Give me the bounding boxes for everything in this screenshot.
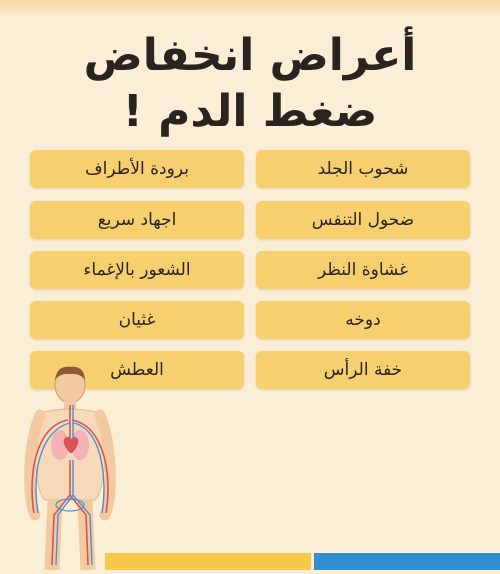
symptom-card: غثيان (30, 301, 244, 339)
symptom-card: ضحول التنفس (256, 201, 470, 239)
bottom-yellow-block (105, 553, 311, 570)
symptom-card: الشعور بالإغماء (30, 251, 244, 289)
top-banner-strip (0, 0, 500, 18)
symptom-card: شحوب الجلد (256, 150, 470, 188)
symptom-card: اجهاد سريع (30, 201, 244, 239)
infographic-title (0, 28, 500, 140)
symptom-card: غشاوة النظر (256, 251, 470, 289)
bottom-blue-block (314, 553, 500, 570)
symptom-card: العطش (30, 351, 244, 389)
symptom-card: خفة الرأس (256, 351, 470, 389)
symptom-card: برودة الأطراف (30, 150, 244, 188)
symptom-card: دوخه (256, 301, 470, 339)
title-line-1: أعراض انخفاض (83, 30, 417, 81)
title-line-2: ضغط الدم ! (122, 86, 378, 137)
human-circulatory-system-icon (10, 365, 140, 570)
